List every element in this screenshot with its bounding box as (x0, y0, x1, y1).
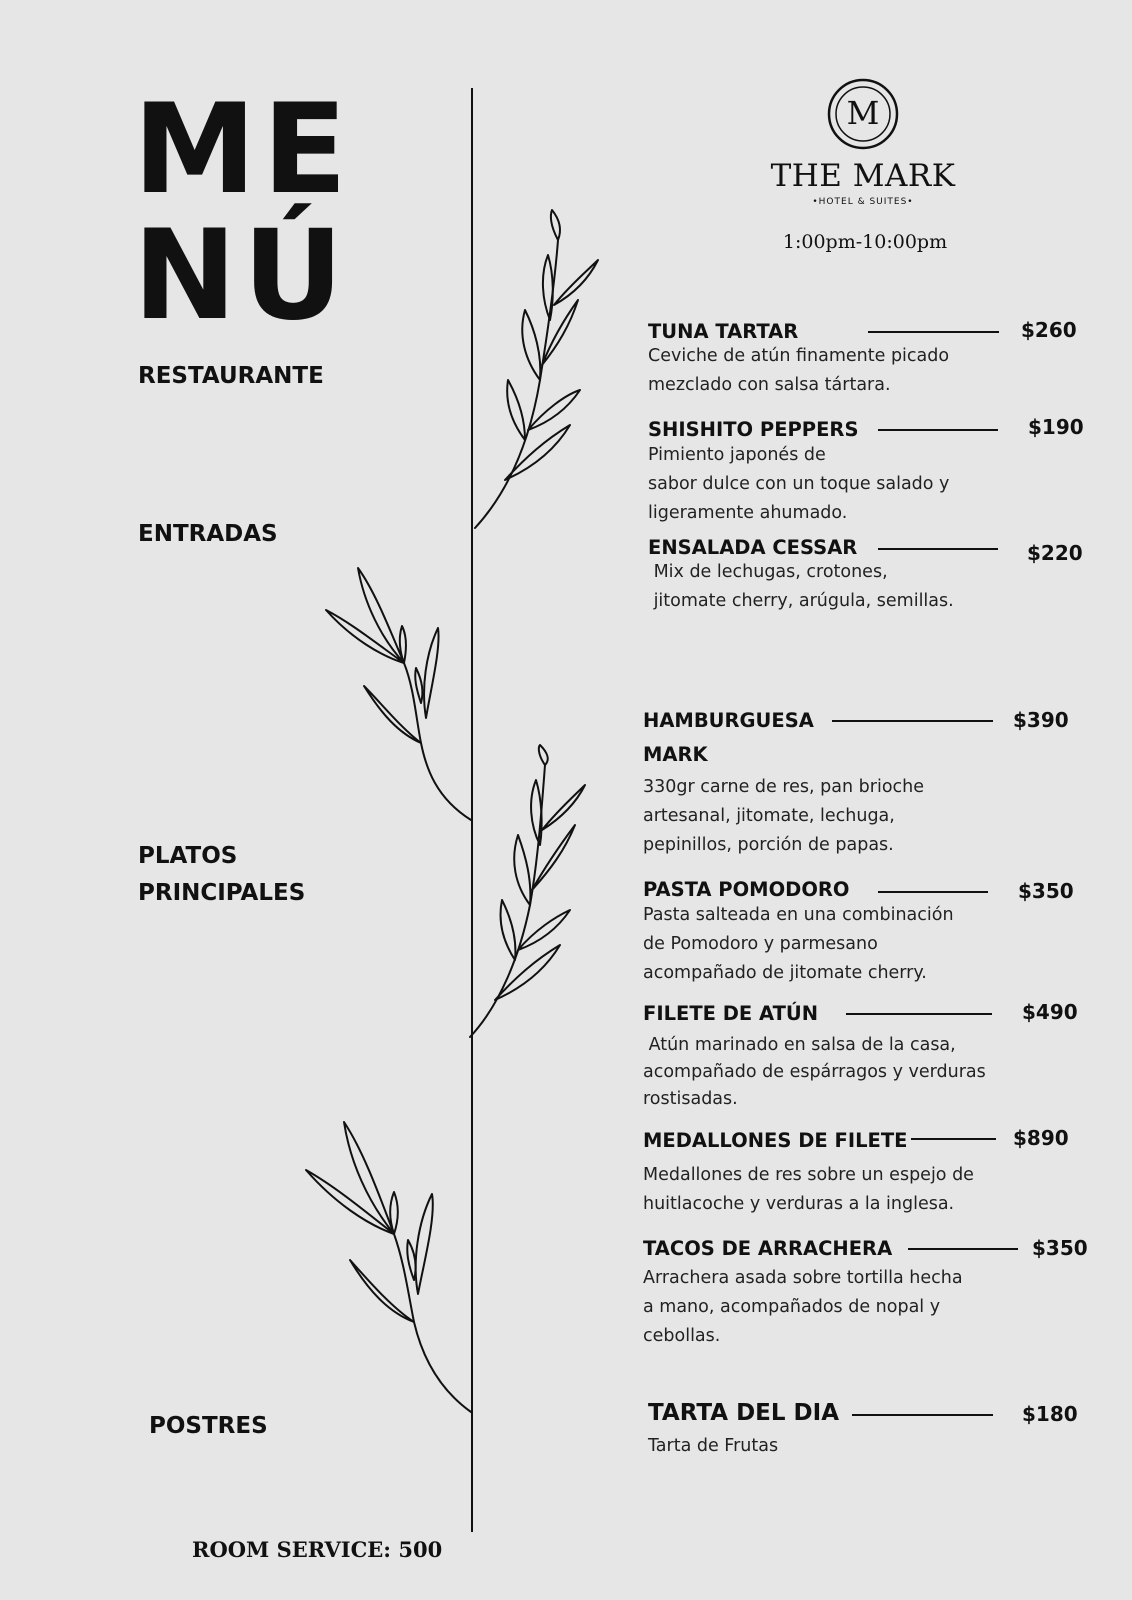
menu-item-price: $490 (1022, 1000, 1078, 1024)
menu-item-desc-line: huitlacoche y verduras a la inglesa. (643, 1194, 955, 1214)
leaf-sprig-icon (306, 1122, 476, 1422)
menu-item-name: ENSALADA CESSAR (648, 536, 858, 559)
restaurant-subtitle: RESTAURANTE (138, 363, 324, 389)
price-leader-line (911, 1138, 996, 1140)
menu-item-desc-line: rostisadas. (643, 1089, 738, 1109)
menu-item-desc-line: Atún marinado en salsa de la casa, (643, 1035, 956, 1055)
menu-item-price: $180 (1022, 1402, 1078, 1426)
section-platos-line2: PRINCIPALES (138, 880, 306, 906)
price-leader-line (852, 1414, 993, 1416)
menu-item-desc-line: cebollas. (643, 1326, 721, 1346)
price-leader-line (908, 1248, 1018, 1250)
leaf-sprig-icon (326, 568, 476, 828)
menu-item-desc-line: Tarta de Frutas (648, 1436, 779, 1456)
price-leader-line (878, 891, 988, 893)
menu-item (648, 531, 978, 616)
menu-item-desc-line: Pimiento japonés de (648, 445, 826, 465)
section-platos-line1: PLATOS (138, 843, 238, 869)
menu-item-price: $220 (1027, 541, 1083, 565)
menu-item-desc-line: Mix de lechugas, crotones, (648, 562, 888, 582)
menu-item-name: TACOS DE ARRACHERA (643, 1237, 893, 1260)
menu-item-name: TUNA TARTAR (648, 320, 799, 343)
menu-item-desc-line: mezclado con salsa tártara. (648, 375, 891, 395)
menu-item-desc-line: artesanal, jitomate, lechuga, (643, 806, 895, 826)
leaf-branch-icon (470, 745, 600, 1045)
price-leader-line (832, 720, 993, 722)
menu-item-price: $890 (1013, 1126, 1069, 1150)
menu-item (643, 704, 973, 860)
menu-item (648, 1397, 948, 1461)
menu-item-name: HAMBURGUESA (643, 709, 814, 732)
menu-item (643, 1232, 993, 1351)
logo-name: THE MARK (770, 158, 956, 194)
room-service-footer: ROOM SERVICE: 500 (192, 1537, 443, 1562)
menu-item-price: $350 (1018, 879, 1074, 903)
menu-item-name-line2: MARK (643, 743, 708, 766)
menu-item-name: SHISHITO PEPPERS (648, 418, 859, 441)
menu-title-line1: ME (133, 78, 354, 222)
menu-item-desc-line: acompañado de jitomate cherry. (643, 963, 927, 983)
price-leader-line (878, 548, 998, 550)
menu-item-price: $350 (1032, 1236, 1088, 1260)
menu-item-name: MEDALLONES DE FILETE (643, 1129, 908, 1152)
menu-item-price: $390 (1013, 708, 1069, 732)
menu-item-price: $260 (1021, 318, 1077, 342)
menu-item-desc-line: pepinillos, porción de papas. (643, 835, 894, 855)
menu-item-desc-line: a mano, acompañados de nopal y (643, 1297, 941, 1317)
section-postres: POSTRES (149, 1413, 268, 1439)
menu-item-desc-line: jitomate cherry, arúgula, semillas. (648, 591, 954, 611)
logo-tagline: •HOTEL & SUITES• (812, 197, 914, 207)
menu-item-desc-line: Ceviche de atún finamente picado (648, 346, 950, 366)
section-entradas: ENTRADAS (138, 521, 278, 547)
menu-item-name: PASTA POMODORO (643, 878, 850, 901)
menu-item (648, 315, 978, 400)
menu-item-desc-line: 330gr carne de res, pan brioche (643, 777, 925, 797)
menu-item-price: $190 (1028, 415, 1084, 439)
price-leader-line (846, 1013, 992, 1015)
leaf-branch-icon (470, 210, 610, 540)
price-leader-line (868, 331, 999, 333)
menu-item-desc-line: ligeramente ahumado. (648, 503, 848, 523)
menu-item-desc-line: sabor dulce con un toque salado y (648, 474, 950, 494)
section-platos-principales (138, 838, 305, 912)
menu-item-desc-line: Pasta salteada en una combinación (643, 905, 954, 925)
logo-monogram: M (846, 94, 880, 132)
menu-title-line2: NÚ (133, 204, 350, 348)
opening-hours: 1:00pm-10:00pm (782, 231, 948, 253)
price-leader-line (878, 429, 998, 431)
menu-item-desc-line: Medallones de res sobre un espejo de (643, 1165, 974, 1185)
menu-item-desc-line: acompañado de espárragos y verduras (643, 1062, 986, 1082)
menu-item-name: FILETE DE ATÚN (643, 1002, 819, 1025)
menu-item-desc-line: Arrachera asada sobre tortilla hecha (643, 1268, 963, 1288)
menu-item-name: TARTA DEL DIA (648, 1400, 840, 1426)
menu-item-desc-line: de Pomodoro y parmesano (643, 934, 878, 954)
